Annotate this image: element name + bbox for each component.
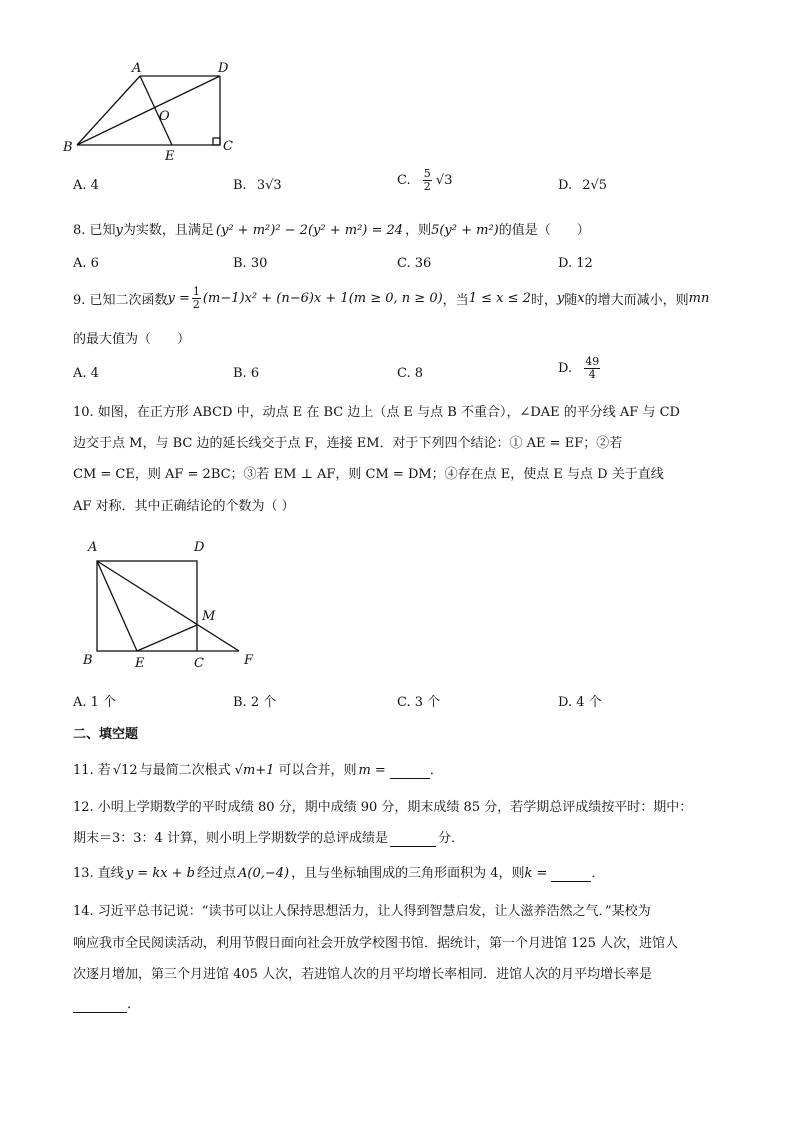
q9-option-d-den: 4 [588,368,596,381]
section-title-fill-in: 二、填空题 [73,727,139,742]
label-f: F [244,653,254,668]
q9-option-a: A. 4 [73,366,99,381]
q7-option-c-den: 2 [423,180,431,193]
label-a: A [88,540,98,555]
q9-text-b: ，当 [442,293,469,308]
question-9-line-2: 的最大值为（ ） [73,332,191,347]
question-14-line-4 [73,993,140,1013]
q7-option-d-value: 2√5 [582,178,608,193]
q9-text-c: 时， [530,293,557,308]
q9-option-d-fraction [584,356,600,381]
q13-text-a: 13. 直线 [73,866,124,881]
q9-func-fraction [192,286,201,311]
label-a: A [132,61,142,76]
label-c: C [194,656,204,671]
question-14-line-1: 14. 习近平总书记说：“读书可以让人保持思想活力，让人得到智慧启发，让人滋养浩然之气．”某校为 [73,904,651,919]
label-m: M [202,609,216,624]
q13-text-c: ，且与坐标轴围成的三角形面积为 4，则 [291,866,525,881]
question-11 [73,759,443,779]
q10-option-d: D. 4 个 [558,695,602,710]
question-12-line-2 [73,827,464,847]
q7-option-b-prefix: B. [233,178,247,193]
q8-text-b: 为实数，且满足 [122,223,214,238]
q9-text-a: 9. 已知二次函数 [73,293,168,308]
q10-option-b: B. 2 个 [233,695,277,710]
label-e: E [135,656,145,671]
q8-expr: 5(y² + m²) [431,223,499,238]
q9-option-d-num: 49 [585,355,600,368]
q8-text-a: 8. 已知 [73,223,116,238]
q13-var-k: k = [524,866,548,881]
q11-radical-1: √12 [112,763,138,778]
q10-option-c: C. 3 个 [397,695,441,710]
q7-option-c-prefix: C. [397,173,411,188]
q13-answer-blank[interactable] [551,866,591,882]
q9-var-x: x [577,291,585,306]
label-e: E [165,149,175,164]
q7-option-a: A. 4 [73,178,99,193]
q7-option-c-rest: √3 [435,173,453,188]
q9-option-d [558,356,600,381]
q9-range: 1 ≤ x ≤ 2 [468,291,531,306]
q8-text-c: ，则 [405,223,432,238]
q11-var-m: m = [358,763,386,778]
q12-text-a: 期末＝3：3：4 计算，则小明上学期数学的总评成绩是 [73,831,388,846]
q12-answer-blank[interactable] [390,831,436,847]
question-9-line-1 [73,286,709,311]
question-10-line-3: CM = CE，则 AF = 2BC；③若 EM ⊥ AF，则 CM = DM；④存在点 E，使点 E 与点 D 关于直线 [73,467,664,482]
q9-text-d: 随 [564,293,578,308]
q10-option-a: A. 1 个 [73,695,117,710]
q14-answer-blank[interactable] [73,997,127,1013]
q11-radical-2: √m+1 [234,763,275,778]
q7-option-b-value: 3√3 [256,178,282,193]
q11-text-a: 11. 若 [73,763,111,778]
label-d: D [194,540,205,555]
label-d: D [218,61,229,76]
label-c: C [223,139,233,154]
q14-text-end: ． [127,997,141,1012]
q7-option-b [233,178,282,193]
q9-func-rest: (m−1)x² + (n−6)x + 1(m ≥ 0, n ≥ 0) [202,291,443,306]
q9-option-b: B. 6 [233,366,260,381]
q11-text-c: 可以合并，则 [278,763,357,778]
q9-var-y: y [556,291,565,306]
question-14-line-2: 响应我市全民阅读活动，利用节假日面向社会开放学校图书馆．据统计，第一个月进馆 125 人次，进馆人 [73,936,679,951]
q8-option-c: C. 36 [397,256,432,271]
question-14-line-3: 次逐月增加，第三个月进馆 405 人次，若进馆人次的月平均增长率相同．进馆人次的月平均增长率是 [73,967,653,982]
q8-text-d: 的值是（ ） [498,223,590,238]
q11-answer-blank[interactable] [390,763,430,779]
question-10-line-4: AF 对称．其中正确结论的个数为（ ） [73,499,295,514]
q7-option-d-prefix: D. [558,178,573,193]
question-13 [73,862,604,882]
q7-option-c [397,168,452,193]
question-10-line-1: 10. 如图，在正方形 ABCD 中，动点 E 在 BC 边上（点 E 与点 B 不重合），∠DAE 的平分线 AF 与 CD [73,405,680,420]
q11-text-b: 与最简二次根式 [139,763,231,778]
q12-text-b: 分． [437,831,464,846]
q8-equation: (y² + m²)² − 2(y² + m²) = 24 [215,223,404,238]
q7-option-c-num: 5 [423,167,431,180]
q9-text-e: 的增大而减小，则 [584,293,689,308]
label-o: O [159,109,170,124]
label-b: B [63,140,73,155]
question-8 [73,219,590,238]
q9-func-den: 2 [192,298,200,311]
q13-text-b: 经过点 [197,866,237,881]
q13-point: A(0,−4) [238,866,290,881]
question-12-line-1: 12. 小明上学期数学的平时成绩 80 分，期中成绩 90 分，期末成绩 85 分，若学期总评成绩按平时：期中： [73,800,693,815]
q7-option-d [558,178,607,193]
q11-text-d: ． [429,763,443,778]
question-10-line-2: 边交于点 M，与 BC 边的延长线交于点 F，连接 EM．对于下列四个结论：① AE = EF；②若 [73,436,623,451]
label-b: B [83,653,93,668]
q9-func-num: 1 [192,285,200,298]
q9-option-c: C. 8 [397,366,424,381]
q9-option-d-prefix: D. [558,361,573,376]
figure-quadrilateral-abcd [60,56,250,166]
q8-option-d: D. 12 [558,256,593,271]
q8-var-y: y [115,223,123,238]
q9-func-lhs: y = [167,291,190,306]
q8-option-a: A. 6 [73,256,99,271]
q8-option-b: B. 30 [233,256,268,271]
q7-option-c-fraction [423,168,432,193]
q13-line-equation: y = kx + b [125,866,196,881]
figure-square-abcd [75,532,275,677]
q13-text-d: ． [591,866,605,881]
q9-var-mn: mn [688,291,710,306]
